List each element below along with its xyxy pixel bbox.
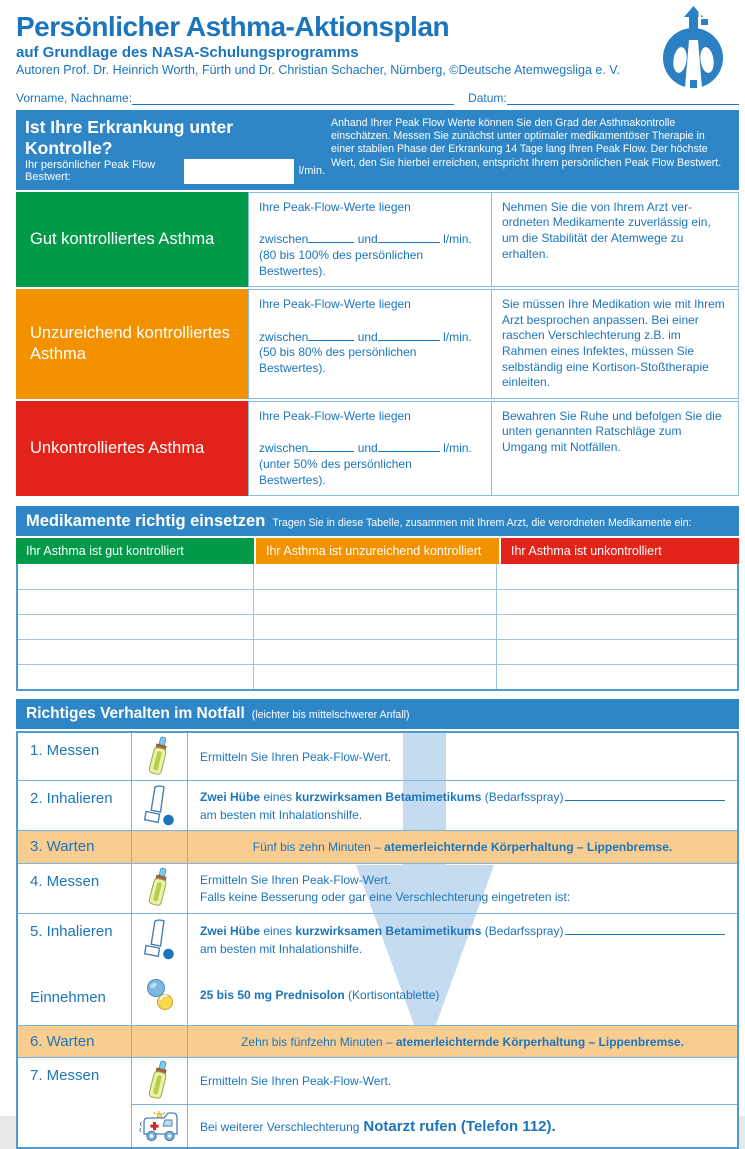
medication-blank-line[interactable] [565,924,725,935]
step-text [188,1105,737,1147]
step-row-einnehmen [18,966,737,1026]
control-row-uncontrolled-flow [248,401,491,496]
step-text-bold: kurzwirksamen Betamimetikums [295,924,482,939]
control-row-uncontrolled-advice: Bewahren Sie Ruhe und befolgen Sie die unten genannten Ratschläge zum Umgang mit Notfällen. [491,401,739,496]
medication-cell[interactable] [18,665,254,689]
step-label [18,1105,132,1147]
step-row-5-inhalieren [18,914,737,966]
medication-col-uncontrolled: Ihr Asthma ist unkontrolliert [501,538,739,564]
notarzt-rufen-text: Notarzt rufen (Telefon 112). [363,1118,556,1136]
step-text-bold: 25 bis 50 mg Prednisolon [200,988,345,1003]
peak-flow-meter-icon [147,868,173,908]
peak-flow-meter-icon [147,1061,173,1101]
peak-flow-meter-icon [147,737,173,777]
step-text [188,966,737,1026]
step-label: 3. Warten [18,831,132,863]
step-text-line: am besten mit Inhalationshilfe. [200,941,363,956]
document-header [16,12,739,77]
medication-section-note: Tragen Sie in diese Tabelle, zusammen mit Ihrem Arzt, die verordneten Medikamente ein: [272,517,692,530]
step-text-bold: atemerleichternde Körperhaltung – Lippenbremse. [395,1034,684,1049]
step-text [188,733,737,781]
step-text-line: Ermitteln Sie Ihren Peak-Flow-Wert. [200,872,392,887]
flow-note: (80 bis 100% des persönlichen Bestwertes). [259,247,424,278]
step-row-7-messen [18,1058,737,1105]
step-text-line: eines [260,924,296,939]
flow-between-label: zwischen [259,329,309,344]
medication-cell[interactable] [497,640,737,664]
name-label: Vorname, Nachname: [16,90,133,105]
step-text [188,1058,737,1105]
name-date-row [16,91,739,105]
step-label: 4. Messen [18,864,132,914]
step-icon-cell [132,966,188,1026]
step-text-bold: Zwei Hübe [200,790,261,805]
name-field[interactable] [132,91,454,105]
step-text [188,831,737,863]
flow-blank-from[interactable] [308,441,354,452]
step-row-4-messen [18,864,737,914]
flow-blank-to[interactable] [378,330,440,341]
inhaler-icon [143,919,177,961]
medication-col-good: Ihr Asthma ist gut kontrolliert [16,538,254,564]
step-icon-cell [132,864,188,914]
step-text-line: Bei weiterer Verschlechterung [200,1120,360,1135]
step-text-line: Falls keine Besserung oder gar eine Verschlechterung eingetreten ist: [200,890,571,904]
flow-intro: Ihre Peak-Flow-Werte liegen [259,199,411,214]
step-label: Einnehmen [18,966,132,1026]
step-label: 5. Inhalieren [18,914,132,966]
step-label: 2. Inhalieren [18,781,132,831]
control-section-intro: Anhand Ihrer Peak Flow Werte können Sie den Grad der Asthmakontrolle einschätzen. Messen Sie zunächst unter optimaler medikamentöser Therapie in einer stabilen Phase der Erkrankung 14 Tage lang Ihren Peak Flow. Der höchste Wert, den Sie hierbei erreichen, entspricht Ihrem persönlichen Peak Flow Bestwert. [331,116,722,169]
step-label: 6. Warten [18,1026,132,1058]
step-icon-cell [132,781,188,831]
step-text [188,914,737,966]
emergency-section-header [16,699,739,729]
step-text-line: Fünf bis zehn Minuten – [252,840,385,855]
step-text-line: (Bedarfsspray) [481,790,564,805]
step-icon-cell [132,914,188,966]
flow-note: (unter 50% des persönlichen Bestwertes). [259,456,412,487]
flow-and-label: und [357,441,378,456]
step-text-bold: atemerleichternde Körperhaltung – Lippenbremse. [384,840,673,855]
flow-blank-to[interactable] [378,441,440,452]
emergency-section-note: (leichter bis mittelschwerer Anfall) [251,709,410,722]
step-icon-cell [132,1058,188,1105]
medication-col-insufficient: Ihr Asthma ist unzureichend kontrolliert [256,538,499,564]
step-text-line: Ermitteln Sie Ihren Peak-Flow-Wert. [200,1074,392,1089]
atemwegsliga-lung-logo [649,6,737,95]
control-row-insufficient [16,289,739,399]
flow-unit-label: l/min. [443,232,472,247]
step-row-2-inhalieren [18,781,737,831]
step-text-line: eines [260,790,296,805]
page-subtitle: auf Grundlage des NASA-Schulungsprogramms [16,43,359,61]
flow-unit-label: l/min. [443,441,472,456]
medication-cell[interactable] [497,665,737,689]
step-row-6-warten [18,1026,737,1058]
control-row-uncontrolled [16,401,739,496]
medication-table-row [18,564,737,589]
step-text [188,864,737,914]
step-row-3-warten [18,831,737,863]
authors-line: Autoren Prof. Dr. Heinrich Worth, Fürth und Dr. Christian Schacher, Nürnberg, ©Deutsche Atemwegsliga e. V. [16,62,620,77]
medication-section-header [16,506,739,536]
control-row-good-advice: Nehmen Sie die von Ihrem Arzt verordneten Medikamente zuverlässig ein, um die Stabilität der Atemwege zu erhalten. [491,192,739,287]
peak-flow-best-input[interactable] [184,159,294,184]
medication-cell[interactable] [18,564,254,589]
medication-cell[interactable] [497,564,737,589]
medication-table [16,564,739,691]
step-icon-cell [132,1026,188,1058]
step-row-1-messen [18,733,737,781]
pills-icon [145,977,175,1013]
flow-and-label: und [357,232,378,247]
medication-table-row [18,589,737,614]
flow-intro: Ihre Peak-Flow-Werte liegen [259,408,411,423]
control-row-good [16,192,739,287]
step-text-line: (Bedarfsspray) [481,924,564,939]
control-row-uncontrolled-label: Unkontrolliertes Asthma [16,401,248,496]
medication-cell[interactable] [254,590,497,614]
step-label: 7. Messen [18,1058,132,1105]
step-text-bold: Zwei Hübe [200,924,261,939]
lung-logo-icon [649,6,737,90]
peak-flow-best-unit: l/min. [298,165,325,178]
step-text-line: (Kortisontablette) [344,988,440,1003]
ambulance-icon [139,1108,181,1144]
flow-intro: Ihre Peak-Flow-Werte liegen [259,297,411,312]
inhaler-icon [143,785,177,827]
step-text-line: Ermitteln Sie Ihren Peak-Flow-Wert. [200,749,392,764]
control-row-insufficient-label: Unzureichend kontrolliertes Asthma [16,289,248,399]
medication-cell[interactable] [254,615,497,639]
medication-cell[interactable] [497,615,737,639]
medication-cell[interactable] [254,564,497,589]
peak-flow-best-label: Ihr persönlicher Peak Flow Bestwert: [25,159,156,184]
step-label: 1. Messen [18,733,132,781]
flow-unit-label: l/min. [443,329,472,344]
step-text-bold: kurzwirksamen Betamimetikums [295,790,482,805]
medication-cell[interactable] [254,665,497,689]
date-label: Datum: [468,90,507,105]
flow-blank-from[interactable] [308,232,354,243]
control-row-insufficient-flow [248,289,491,399]
medication-table-row [18,639,737,664]
medication-table-row [18,664,737,689]
control-row-good-label: Gut kontrolliertes Asthma [16,192,248,287]
control-section [16,110,739,496]
step-text-line: am besten mit Inhalationshilfe. [200,807,363,822]
medication-section [16,506,739,691]
medication-cell[interactable] [497,590,737,614]
medication-table-row [18,614,737,639]
flow-blank-from[interactable] [308,330,354,341]
medication-column-headers [16,538,739,564]
control-section-title: Ist Ihre Erkrankung unter Kontrolle? [25,116,234,158]
step-row-notarzt [18,1105,737,1147]
step-icon-cell [132,831,188,863]
control-section-header [16,110,739,190]
emergency-section-title: Richtiges Verhalten im Notfall [26,705,245,723]
medication-section-title: Medikamente richtig einsetzen [26,512,266,531]
emergency-section [16,699,739,1149]
step-text-line: Zehn bis fünfzehn Minuten – [241,1034,396,1049]
flow-and-label: und [357,329,378,344]
control-row-insufficient-advice: Sie müssen Ihre Medikation wie mit Ihrem Arzt besprochen anpassen. Bei einer raschen Verschlechterung z.B. im Rahmen eines Infektes, müssen Sie selbständig eine Kortison-Stoßtherapie einleiten. [491,289,739,399]
medication-cell[interactable] [18,640,254,664]
medication-cell[interactable] [18,590,254,614]
medication-cell[interactable] [18,615,254,639]
step-icon-cell [132,1105,188,1147]
control-row-good-flow [248,192,491,287]
medication-cell[interactable] [254,640,497,664]
emergency-table [16,731,739,1149]
step-text [188,781,737,831]
flow-between-label: zwischen [259,441,309,456]
step-text [188,1026,737,1058]
flow-note: (50 bis 80% des persönlichen Bestwertes). [259,345,417,375]
step-icon-cell [132,733,188,781]
flow-blank-to[interactable] [378,232,440,243]
page-title: Persönlicher Asthma-Aktionsplan [16,11,450,42]
flow-between-label: zwischen [259,232,309,247]
medication-blank-line[interactable] [565,790,725,801]
